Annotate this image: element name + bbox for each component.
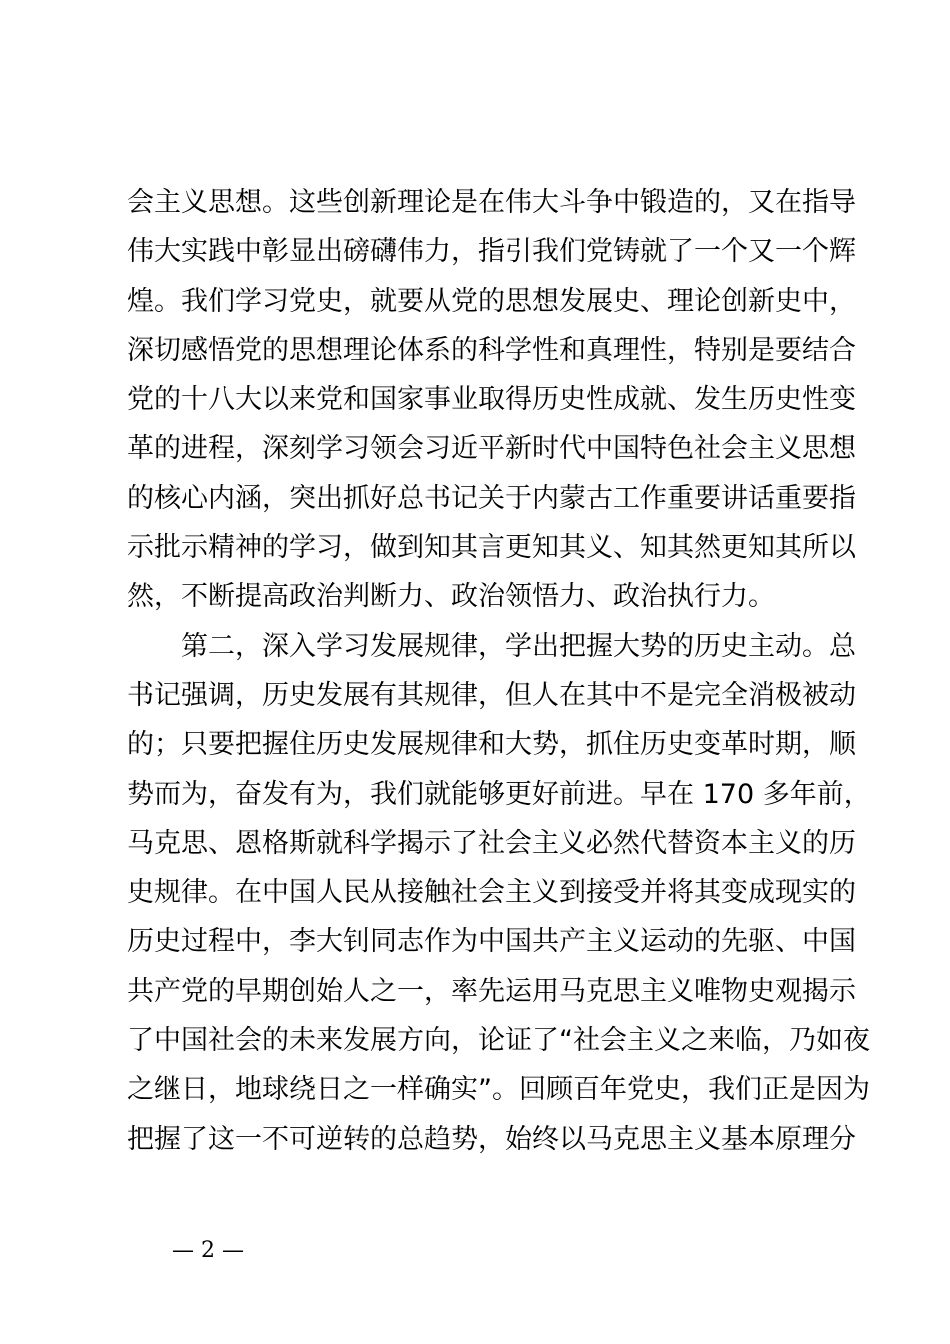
text-line: 煌。我们学习党史，就要从党的思想发展史、理论创新史中，	[127, 285, 856, 317]
text-line: 把握了这一不可逆转的总趋势，始终以马克思主义基本原理分	[127, 1123, 856, 1155]
text-line: 历史过程中，李大钊同志作为中国共产主义运动的先驱、中国	[127, 926, 856, 958]
page-number: — 2 —	[172, 1238, 244, 1263]
text-line: 的；只要把握住历史发展规律和大势，抓住历史变革时期，顺	[127, 729, 856, 761]
text-line: 的核心内涵，突出抓好总书记关于内蒙古工作重要讲话重要指	[127, 482, 856, 514]
text-line: 革的进程，深刻学习领会习近平新时代中国特色社会主义思想	[127, 433, 856, 465]
text-line: 深切感悟党的思想理论体系的科学性和真理性，特别是要结合	[127, 334, 856, 366]
text-line: 书记强调，历史发展有其规律，但人在其中不是完全消极被动	[127, 679, 856, 711]
text-line: 然，不断提高政治判断力、政治领悟力、政治执行力。	[127, 581, 775, 613]
paragraph-first-line: 第二，深入学习发展规律，学出把握大势的历史主动。总	[181, 630, 856, 662]
text-line: 马克思、恩格斯就科学揭示了社会主义必然代替资本主义的历	[127, 827, 856, 859]
text-line: 了中国社会的未来发展方向，论证了“社会主义之来临，乃如夜	[127, 1025, 870, 1057]
text-line: 之继日，地球绕日之一样确实”。回顾百年党史，我们正是因为	[127, 1074, 870, 1106]
text-line: 史规律。在中国人民从接触社会主义到接受并将其变成现实的	[127, 877, 856, 909]
text-line: 党的十八大以来党和国家事业取得历史性成就、发生历史性变	[127, 384, 856, 416]
body-text	[127, 178, 871, 1164]
text-line: 伟大实践中彰显出磅礴伟力，指引我们党铸就了一个又一个辉	[127, 236, 856, 268]
text-line: 势而为，奋发有为，我们就能够更好前进。早在 170 多年前，	[127, 778, 871, 810]
text-line: 共产党的早期创始人之一，率先运用马克思主义唯物史观揭示	[127, 975, 856, 1007]
text-line: 会主义思想。这些创新理论是在伟大斗争中锻造的，又在指导	[127, 187, 856, 218]
text-line: 示批示精神的学习，做到知其言更知其义、知其然更知其所以	[127, 532, 856, 564]
